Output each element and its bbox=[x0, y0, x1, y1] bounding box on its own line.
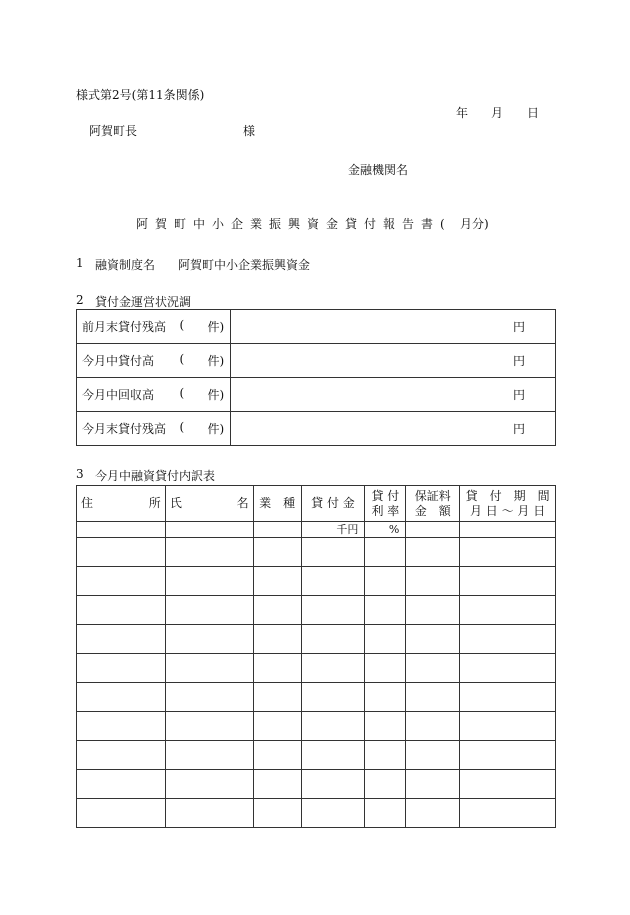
table-cell[interactable] bbox=[253, 799, 301, 828]
count-unit: 件) bbox=[207, 388, 225, 402]
table-cell[interactable] bbox=[253, 522, 301, 538]
institution-label: 金融機関名 bbox=[348, 163, 409, 177]
table-cell[interactable] bbox=[77, 538, 166, 567]
amount-cell[interactable] bbox=[231, 310, 556, 344]
col-header-industry: 業 種 bbox=[253, 486, 301, 522]
table-cell[interactable] bbox=[253, 538, 301, 567]
unit-percent: % bbox=[365, 522, 406, 538]
col-header-loan-period: 貸 付 期 間 月 日 ～ 月 日 bbox=[460, 486, 556, 522]
table-cell[interactable] bbox=[253, 596, 301, 625]
table-row bbox=[77, 770, 556, 799]
col-header-address: 住 所 bbox=[77, 486, 166, 522]
breakdown-body bbox=[77, 522, 556, 828]
currency-label: 円 bbox=[512, 388, 525, 402]
table-cell[interactable] bbox=[253, 741, 301, 770]
row-label: 今月中貸付高 bbox=[82, 354, 155, 368]
table-cell[interactable] bbox=[365, 567, 406, 596]
date-year-label: 年 bbox=[456, 106, 469, 120]
row-label: 今月末貸付残高 bbox=[82, 422, 167, 436]
row-label: 今月中回収高 bbox=[82, 388, 155, 402]
section1-number: 1 bbox=[76, 256, 84, 270]
table-cell[interactable] bbox=[165, 596, 253, 625]
currency-label: 円 bbox=[512, 354, 525, 368]
amount-cell[interactable] bbox=[231, 378, 556, 412]
table-cell[interactable] bbox=[365, 596, 406, 625]
table-cell[interactable] bbox=[253, 770, 301, 799]
table-row bbox=[77, 625, 556, 654]
table-cell[interactable] bbox=[165, 712, 253, 741]
section3-label: 今月中融資貸付内訳表 bbox=[95, 469, 216, 483]
table-cell[interactable] bbox=[406, 799, 460, 828]
table-cell[interactable] bbox=[365, 538, 406, 567]
table-cell[interactable] bbox=[77, 567, 166, 596]
table-cell[interactable] bbox=[301, 799, 365, 828]
table-cell[interactable] bbox=[460, 538, 556, 567]
table-cell[interactable] bbox=[77, 625, 166, 654]
table-cell[interactable] bbox=[301, 538, 365, 567]
table-row bbox=[77, 378, 556, 412]
section1-value: 阿賀町中小企業振興資金 bbox=[178, 258, 311, 272]
table-cell[interactable] bbox=[301, 741, 365, 770]
table-row bbox=[77, 596, 556, 625]
count-open: ( bbox=[179, 420, 185, 434]
table-row bbox=[77, 741, 556, 770]
table-cell[interactable] bbox=[406, 538, 460, 567]
table-cell[interactable] bbox=[460, 799, 556, 828]
table-cell[interactable] bbox=[460, 522, 556, 538]
document-title: 阿賀町中小企業振興資金貸付報告書( bbox=[136, 217, 452, 231]
table-cell[interactable] bbox=[77, 522, 166, 538]
table-cell[interactable] bbox=[406, 522, 460, 538]
table-cell[interactable] bbox=[77, 596, 166, 625]
row-label-cell bbox=[77, 378, 231, 412]
count-unit: 件) bbox=[207, 320, 225, 334]
table-cell[interactable] bbox=[365, 625, 406, 654]
table-cell[interactable] bbox=[460, 596, 556, 625]
form-number: 様式第2号(第11条関係) bbox=[76, 88, 205, 102]
table-cell[interactable] bbox=[460, 625, 556, 654]
table-cell[interactable] bbox=[301, 625, 365, 654]
table-cell[interactable] bbox=[253, 654, 301, 683]
section2-label: 貸付金運営状況調 bbox=[95, 295, 192, 309]
table-cell[interactable] bbox=[406, 770, 460, 799]
table-cell[interactable] bbox=[406, 712, 460, 741]
table-cell[interactable] bbox=[165, 522, 253, 538]
table-cell[interactable] bbox=[365, 741, 406, 770]
table-cell[interactable] bbox=[301, 596, 365, 625]
table-cell[interactable] bbox=[365, 654, 406, 683]
row-label: 前月末貸付残高 bbox=[82, 320, 167, 334]
table-row bbox=[77, 712, 556, 741]
table-cell[interactable] bbox=[460, 567, 556, 596]
table-cell[interactable] bbox=[301, 770, 365, 799]
title-month-label: 月分) bbox=[460, 217, 489, 231]
table-cell[interactable] bbox=[165, 654, 253, 683]
table-row bbox=[77, 412, 556, 446]
table-cell[interactable] bbox=[301, 567, 365, 596]
table-cell[interactable] bbox=[77, 654, 166, 683]
amount-cell[interactable] bbox=[231, 344, 556, 378]
table-row bbox=[77, 344, 556, 378]
addressee-honorific: 様 bbox=[243, 124, 256, 138]
addressee-name: 阿賀町長 bbox=[89, 124, 138, 138]
currency-label: 円 bbox=[512, 422, 525, 436]
table-row bbox=[77, 799, 556, 828]
table-cell[interactable] bbox=[165, 683, 253, 712]
count-unit: 件) bbox=[207, 422, 225, 436]
table-cell[interactable] bbox=[365, 712, 406, 741]
table-cell[interactable] bbox=[460, 654, 556, 683]
table-cell[interactable] bbox=[301, 683, 365, 712]
row-label-cell bbox=[77, 344, 231, 378]
table-row bbox=[77, 567, 556, 596]
table-cell[interactable] bbox=[406, 654, 460, 683]
table-cell[interactable] bbox=[406, 741, 460, 770]
table-cell[interactable] bbox=[77, 683, 166, 712]
table-cell[interactable] bbox=[253, 683, 301, 712]
table-row bbox=[77, 310, 556, 344]
section3-number: 3 bbox=[76, 467, 84, 481]
loan-status-table bbox=[76, 309, 556, 446]
count-unit: 件) bbox=[207, 354, 225, 368]
amount-cell[interactable] bbox=[231, 412, 556, 446]
section2-number: 2 bbox=[76, 293, 84, 307]
table-cell[interactable] bbox=[365, 770, 406, 799]
table-row bbox=[77, 683, 556, 712]
count-open: ( bbox=[179, 318, 185, 332]
table-cell[interactable] bbox=[253, 567, 301, 596]
table-cell[interactable] bbox=[406, 625, 460, 654]
col-header-interest-rate: 貸 付 利 率 bbox=[365, 486, 406, 522]
table-cell[interactable] bbox=[165, 770, 253, 799]
table-cell[interactable] bbox=[253, 712, 301, 741]
table-cell[interactable] bbox=[165, 625, 253, 654]
table-cell[interactable] bbox=[406, 567, 460, 596]
table-cell[interactable] bbox=[165, 567, 253, 596]
row-label-cell bbox=[77, 310, 231, 344]
table-cell[interactable] bbox=[77, 799, 166, 828]
unit-thousand-yen: 千円 bbox=[301, 522, 365, 538]
table-cell[interactable] bbox=[165, 538, 253, 567]
table-cell[interactable] bbox=[460, 712, 556, 741]
table-cell[interactable] bbox=[253, 625, 301, 654]
table-cell[interactable] bbox=[77, 712, 166, 741]
table-cell[interactable] bbox=[165, 799, 253, 828]
table-cell[interactable] bbox=[365, 683, 406, 712]
row-label-cell bbox=[77, 412, 231, 446]
table-row bbox=[77, 538, 556, 567]
table-cell[interactable] bbox=[460, 683, 556, 712]
table-row bbox=[77, 654, 556, 683]
col-header-name: 氏 名 bbox=[165, 486, 253, 522]
date-month-label: 月 bbox=[491, 106, 504, 120]
table-cell[interactable] bbox=[301, 654, 365, 683]
table-cell[interactable] bbox=[165, 741, 253, 770]
units-row bbox=[77, 522, 556, 538]
table-cell[interactable] bbox=[406, 596, 460, 625]
table-cell[interactable] bbox=[301, 712, 365, 741]
loan-breakdown-table bbox=[76, 485, 556, 828]
table-cell[interactable] bbox=[460, 741, 556, 770]
table-cell[interactable] bbox=[77, 770, 166, 799]
col-header-loan-amount: 貸 付 金 bbox=[301, 486, 365, 522]
count-open: ( bbox=[179, 352, 185, 366]
table-header-row bbox=[77, 486, 556, 522]
section1-label: 融資制度名 bbox=[95, 258, 156, 272]
date-day-label: 日 bbox=[527, 106, 540, 120]
table-cell[interactable] bbox=[460, 770, 556, 799]
currency-label: 円 bbox=[512, 320, 525, 334]
table-cell[interactable] bbox=[77, 741, 166, 770]
table-cell[interactable] bbox=[406, 683, 460, 712]
count-open: ( bbox=[179, 386, 185, 400]
col-header-guarantee-fee: 保証料 金 額 bbox=[406, 486, 460, 522]
table-cell[interactable] bbox=[365, 799, 406, 828]
